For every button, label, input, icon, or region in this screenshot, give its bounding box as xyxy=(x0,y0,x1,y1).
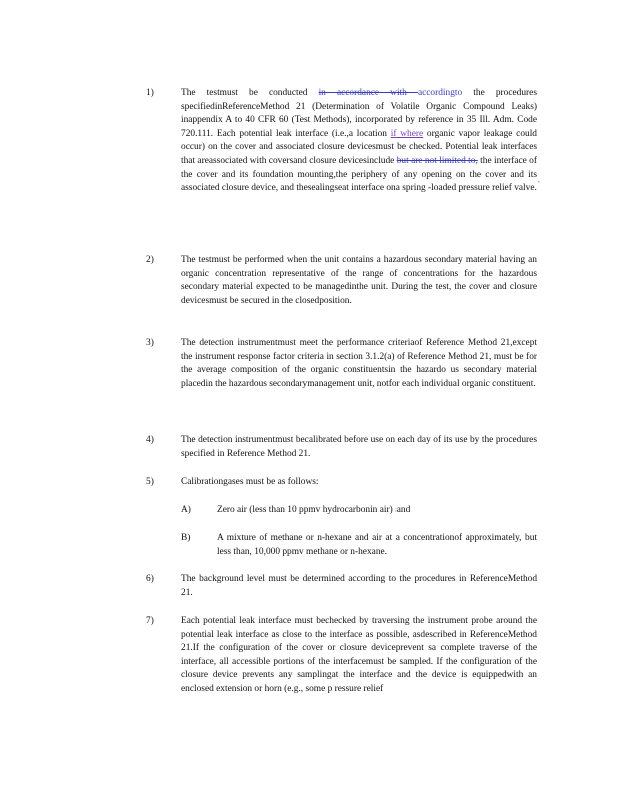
item-text: The background level must be determined according to the procedures in ReferenceMethod 21. xyxy=(181,574,537,598)
sub-item-text: Zero air (less than 10 ppmv hydrocarbonin air) ;and xyxy=(217,505,411,515)
item-number: 6) xyxy=(146,574,154,584)
item-number: 1) xyxy=(146,88,154,98)
item-body xyxy=(181,337,537,391)
revision-mark: ; xyxy=(395,507,397,513)
item-text: the interface of the cover and its foundation mounting,the periphery of any opening on the cover and its associated closure device, and thesealingseat interface ona spring -loaded pressure relief valve. xyxy=(181,155,537,194)
item-text: The detection instrumentmust meet the performance criteriaof Reference Method 21,except the instrument response factor criteria in section 3.1.2(a) of Reference Method 21, must be for the average composition of the organic constituentsin the hazardo us secondary material placedin the hazardous secondarymanagement unit, notfor each individual organic constituent. xyxy=(181,338,537,389)
item-text: The testmust be conducted xyxy=(181,88,319,98)
item-text: Calibrationgases must be as follows: xyxy=(181,477,319,487)
deleted-text: in accordance with xyxy=(318,88,418,98)
inserted-text: accordingto xyxy=(417,88,463,98)
item-body xyxy=(181,434,537,461)
revision-mark: , xyxy=(538,176,540,184)
inserted-text: if where xyxy=(390,128,424,139)
item-number: 5) xyxy=(146,477,154,487)
deleted-text: but are not limited to, xyxy=(396,155,478,166)
item-body xyxy=(181,87,537,196)
item-number: 3) xyxy=(146,338,154,348)
item-text: Each potential leak interface must bechecked by traversing the instrument probe around the potential leak interface as close to the interface as possible, asdescribed in ReferenceMethod 21.If the configuration of the cover or closure deviceprevent sa complete traverse of the interface, all accessible portions of the interfacemust be sampled. If the configuration of the closure device prevents any samplingat the interface and the device is equippedwith an enclosed extension or horn (e.g., some p ressure relief xyxy=(181,616,537,694)
item-body xyxy=(181,254,537,308)
item-body xyxy=(181,615,537,697)
item-text: the procedures specifiedinReferenceMethod 21 (Determination of Volatile Organic Compound Leaks) inappendix A to 40 CFR 60 (Test Methods), incorporated by reference in 35 Ill. Adm. Code 720.111. Each potential leak interface (i.e.,a location xyxy=(181,88,537,139)
item-text: The detection instrumentmust becalibrated before use on each day of its use by the procedures specified in Reference Method 21. xyxy=(181,435,537,459)
item-number: 4) xyxy=(146,435,154,445)
sub-item-text: A mixture of methane or n-hexane and air at a concentrationof approximately, but less than, 10,000 ppmv methane or n-hexane. xyxy=(217,533,537,557)
sub-item-label: A) xyxy=(181,505,191,515)
item-body xyxy=(181,573,537,600)
item-body xyxy=(181,476,537,490)
item-text: The testmust be performed when the unit contains a hazardous secondary material having an organic concentration representative of the range of concentrations for the hazardous secondary material expected to be managedinthe unit. During the test, the cover and closure devicesmust be secured in the closedposition. xyxy=(181,255,537,306)
sub-item-label: B) xyxy=(181,533,191,543)
item-text: organic vapor leakage could occur) on the cover and associated closure devicesmust be checked. Potential leak interfaces that areassociated with coversand closure devicesinclude xyxy=(181,128,537,166)
item-number: 2) xyxy=(146,255,154,265)
item-number: 7) xyxy=(146,616,154,626)
